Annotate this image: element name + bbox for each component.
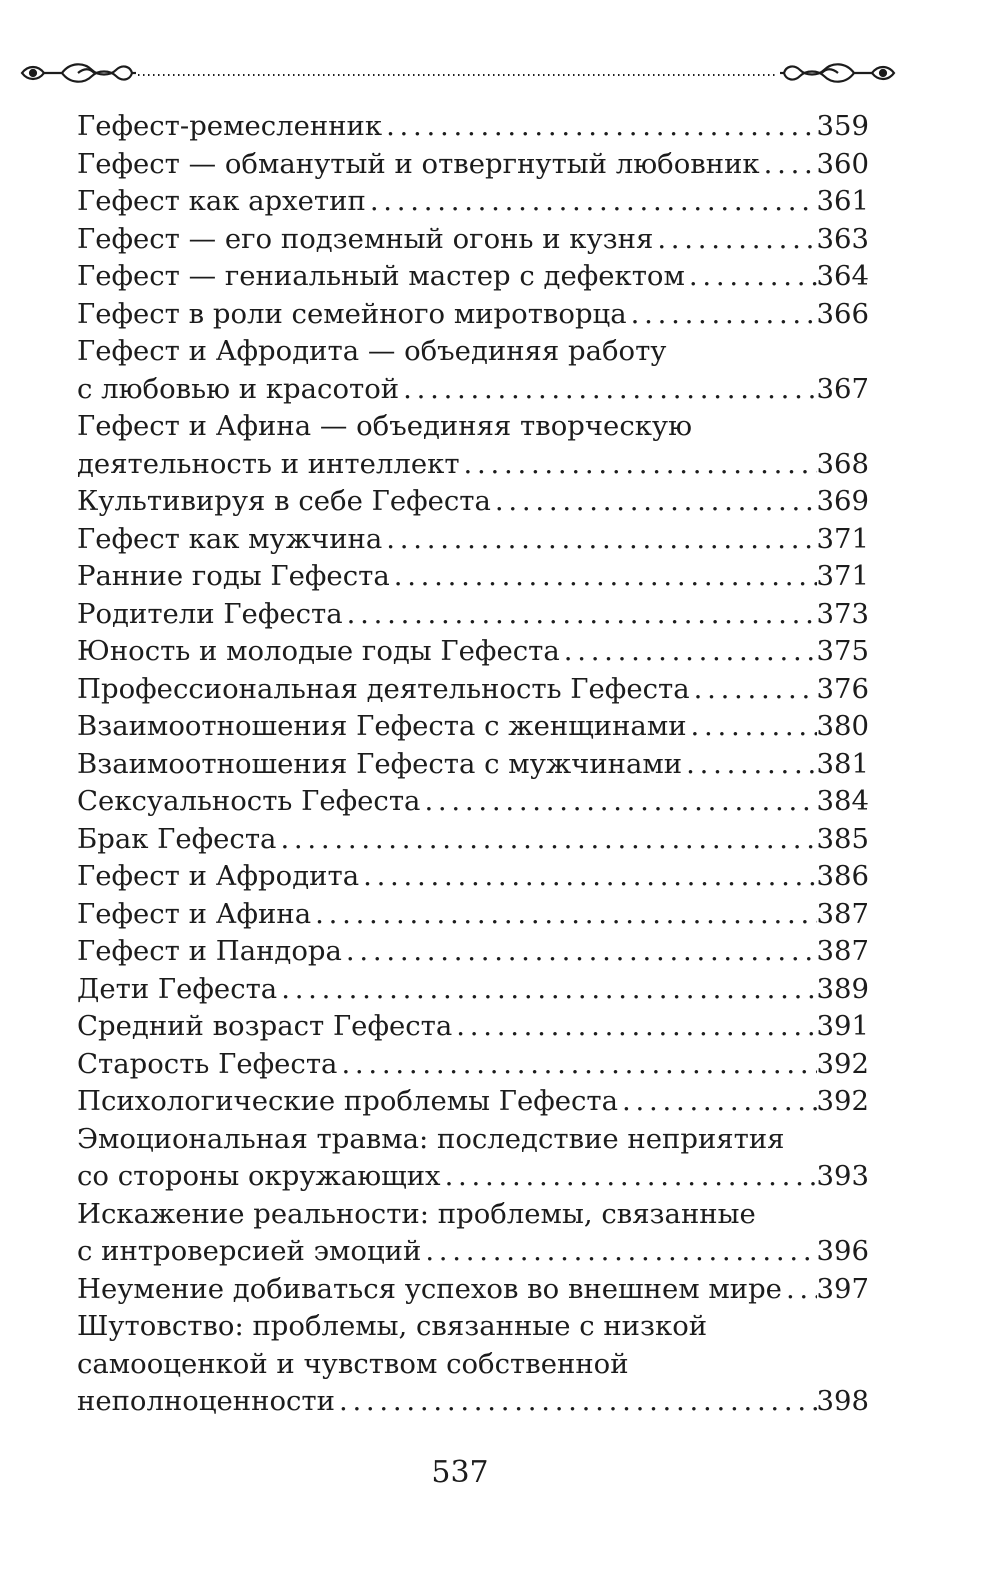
toc-entry-page: 386 [816,860,869,892]
toc-entry-page: 393 [816,1160,869,1192]
toc-entry-leader-row [77,821,869,859]
dot-leader [399,371,816,409]
toc-entry-leader-row [77,1233,869,1271]
toc-entry-page: 380 [816,710,869,742]
dot-leader [277,971,816,1009]
toc-entry [77,258,869,296]
toc-entry-page: 387 [816,935,869,967]
toc-entry-title: Средний возраст Гефеста [77,1010,453,1042]
dot-leader [421,1233,816,1271]
toc-entry-page: 387 [816,897,869,930]
toc-entry-leader-row [77,633,869,671]
dot-leader [343,596,817,634]
dot-leader [685,258,817,296]
toc-entry-title: Родители Гефеста [77,597,343,630]
toc-entry-title-line: Эмоциональная травма: последствие неприятия [77,1122,785,1155]
dot-leader [337,1046,816,1084]
toc-entry-title: Психологические проблемы Гефеста [77,1085,619,1117]
toc-entry [77,1083,869,1121]
toc-entry-title: Гефест как мужчина [77,522,383,555]
toc-entry-leader-row [77,933,869,971]
dot-leader [342,933,817,971]
toc-entry-page: 367 [816,372,869,405]
toc-entry-title-line: Гефест и Афродита — объединяя работу [77,335,667,367]
toc-entry-leader-row [77,858,869,896]
right-flourish-icon [780,64,894,81]
left-flourish-icon [22,64,136,81]
toc-entry [77,821,869,859]
dot-leader [452,1008,816,1046]
toc-entry-title: Гефест — обманутый и отвергнутый любовник [77,147,760,180]
toc-entry-leader-row [77,146,869,184]
toc-entry-page: 384 [816,785,869,817]
toc-entry-page: 363 [816,222,869,255]
toc-entry [77,558,869,596]
toc-entry-leader-row [77,1158,869,1196]
toc-entry-title: Профессиональная деятельность Гефеста [77,672,690,705]
toc-entry-leader-row [77,1271,869,1309]
dot-leader [335,1383,817,1421]
page-number: 537 [431,1455,489,1490]
toc-entry [77,1008,869,1046]
toc-entry-leader-row [77,746,869,784]
toc-entry-leader-row [77,258,869,296]
toc-entry-leader-row [77,371,869,409]
toc-entry-title: со стороны окружающих [77,1160,441,1192]
toc-entry-page: 389 [816,972,869,1005]
toc-entry-title: Гефест и Пандора [77,935,342,967]
toc-entry-title: с интроверсией эмоций [77,1235,422,1267]
toc-entry-title: Гефест как архетип [77,185,366,217]
toc-entry-page: 360 [816,147,869,180]
toc-entry-title: Взаимоотношения Гефеста с мужчинами [77,747,683,780]
toc-entry-page: 364 [816,260,869,292]
toc-entry-title: Дети Гефеста [77,972,278,1005]
toc-entry-page: 371 [816,522,869,555]
toc-entry-page: 385 [816,822,869,855]
toc-entry [77,521,869,559]
toc-entry-leader-row [77,558,869,596]
toc-entry-leader-row [77,183,869,221]
toc-entry-page: 368 [816,447,869,480]
toc-entry [77,408,869,483]
toc-entry-leader-row [77,1008,869,1046]
toc-entry-title: с любовью и красотой [77,372,400,405]
toc-entry [77,1046,869,1084]
toc-entry-page: 398 [816,1385,869,1417]
toc-entry-title: Взаимоотношения Гефеста с женщинами [77,710,687,742]
toc-entry [77,483,869,521]
toc-entry-page: 396 [816,1235,869,1267]
toc-entry-page: 381 [816,747,869,780]
dot-leader [560,633,817,671]
toc-entry-leader-row [77,671,869,709]
toc-entry-title: Гефест и Афина [77,897,312,930]
toc-entry-title: Гефест в роли семейного миротворца [77,297,627,330]
toc-entry-leader-row [77,221,869,259]
toc-entry [77,633,869,671]
toc-entry-page: 369 [816,485,869,517]
toc-entry [77,783,869,821]
toc-entry [77,183,869,221]
toc-entry-title: Сексуальность Гефеста [77,785,421,817]
toc-entry [77,708,869,746]
toc-entry-leader-row [77,1046,869,1084]
toc-entry-leader-row [77,783,869,821]
dot-leader [359,858,816,896]
table-of-contents [77,108,869,1421]
toc-entry-title-line: Гефест и Афина — объединяя творческую [77,410,693,442]
toc-entry [77,858,869,896]
toc-entry-page: 359 [816,110,869,142]
toc-entry-title: Гефест-ремесленник [77,110,383,142]
dot-leader [687,708,817,746]
toc-entry-page: 376 [816,672,869,705]
toc-entry [77,896,869,934]
toc-entry [77,1308,869,1421]
toc-entry-title-line: Искажение реальности: проблемы, связанные [77,1197,756,1230]
toc-entry-title: Гефест — его подземный огонь и кузня [77,222,654,255]
toc-entry-leader-row [77,521,869,559]
toc-entry [77,1121,869,1196]
toc-entry [77,746,869,784]
toc-entry [77,1271,869,1309]
toc-entry-title: Гефест и Афродита [77,860,360,892]
toc-entry-page: 375 [816,635,869,667]
dot-leader [782,1271,817,1309]
toc-entry-title-line: самооценкой и чувством собственной [77,1347,629,1380]
dot-leader [366,183,817,221]
toc-entry [77,971,869,1009]
toc-entry [77,671,869,709]
toc-entry-title: Неумение добиваться успехов во внешнем мире [77,1272,782,1305]
toc-entry [77,146,869,184]
toc-entry-leader-row [77,108,869,146]
toc-entry-title: неполноценности [77,1385,335,1417]
toc-entry-page: 371 [816,560,869,592]
toc-entry-page: 397 [816,1272,869,1305]
dot-leader [311,896,816,934]
dot-leader [491,483,817,521]
toc-entry [77,933,869,971]
toc-entry-page: 392 [816,1085,869,1117]
toc-entry-page: 392 [816,1047,869,1080]
toc-entry-leader-row [77,1383,869,1421]
toc-entry [77,108,869,146]
dot-leader [441,1158,817,1196]
toc-entry-page: 391 [816,1010,869,1042]
dot-leader [390,558,817,596]
toc-entry-title: Брак Гефеста [77,822,277,855]
toc-entry-leader-row [77,896,869,934]
toc-entry-leader-row [77,446,869,484]
header-ornament [18,58,898,88]
dot-leader [627,296,817,334]
toc-entry [77,333,869,408]
toc-entry [77,596,869,634]
toc-entry-page: 373 [816,597,869,630]
toc-entry-title: Культивируя в себе Гефеста [77,485,491,517]
dot-leader [653,221,816,259]
toc-entry [77,1196,869,1271]
toc-entry [77,296,869,334]
dot-leader [420,783,816,821]
toc-entry-title: деятельность и интеллект [77,447,460,480]
toc-entry-leader-row [77,971,869,1009]
dot-leader [382,108,816,146]
toc-entry-title: Юность и молодые годы Гефеста [77,635,560,667]
dot-leader [690,671,817,709]
toc-entry-page: 366 [816,297,869,330]
toc-entry-title: Гефест — гениальный мастер с дефектом [77,260,685,292]
toc-entry-leader-row [77,483,869,521]
dot-leader [276,821,816,859]
dot-leader [460,446,817,484]
toc-entry-page: 361 [816,185,869,217]
toc-entry-title: Ранние годы Гефеста [77,560,390,592]
toc-entry-leader-row [77,1083,869,1121]
dot-leader [760,146,817,184]
dot-leader [682,746,816,784]
dot-leader [618,1083,816,1121]
toc-entry-leader-row [77,296,869,334]
toc-entry [77,221,869,259]
toc-entry-leader-row [77,708,869,746]
toc-entry-title: Старость Гефеста [77,1047,338,1080]
toc-entry-title-line: Шутовство: проблемы, связанные с низкой [77,1310,708,1342]
dot-leader [382,521,816,559]
toc-entry-leader-row [77,596,869,634]
